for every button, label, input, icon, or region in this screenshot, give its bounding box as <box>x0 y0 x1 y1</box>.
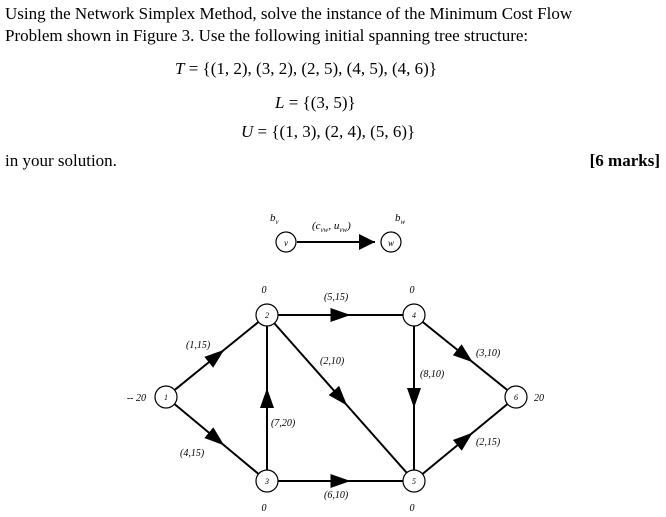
node-1-supply: -- 20 <box>126 393 146 404</box>
equation-lower-set: = {(3, 5)} <box>288 93 356 112</box>
arc-label-4-5: (8,10) <box>420 369 445 380</box>
legend-arc-label: ($c_{vw}$, $u_{vw}$) <box>312 220 351 234</box>
node-4-id: 4 <box>412 311 416 320</box>
arc-label-4-6: (3,10) <box>476 348 501 359</box>
network-arcs <box>174 315 507 481</box>
question-tail: in your solution. <box>5 151 117 170</box>
arc-2-5 <box>274 323 406 473</box>
node-5-supply: 0 <box>409 503 415 514</box>
network-nodes <box>127 285 544 514</box>
legend-node-v-label: v <box>284 238 288 248</box>
arc-1-2 <box>175 322 259 390</box>
equation-tree-set: = {(1, 2), (3, 2), (2, 5), (4, 5), (4, 6)} <box>188 59 437 78</box>
arc-label-5-6: (2,15) <box>476 437 501 448</box>
equation-upper-set: = {(1, 3), (2, 4), (5, 6)} <box>257 122 416 141</box>
node-4-supply: 0 <box>409 285 415 296</box>
legend-bw: $b_w$ <box>395 212 406 226</box>
arc-label-1-2: (1,15) <box>186 340 211 351</box>
arc-label-3-5: (6,10) <box>324 490 349 501</box>
node-1-id: 1 <box>164 393 168 402</box>
node-6-supply: 20 <box>534 393 544 404</box>
marks-label: [6 marks] <box>589 151 660 170</box>
node-2-id: 2 <box>265 311 269 320</box>
equation-upper-symbol: U <box>241 122 254 141</box>
question-line-1: Using the Network Simplex Method, solve the instance of the Minimum Cost Flow <box>5 4 573 23</box>
node-3-supply: 0 <box>261 503 267 514</box>
arc-1-3 <box>174 404 258 474</box>
arc-label-1-3: (4,15) <box>180 448 205 459</box>
equation-tree-symbol: T <box>175 59 185 78</box>
node-3-id: 3 <box>265 477 269 486</box>
node-5-id: 5 <box>412 477 416 486</box>
arc-label-2-4: (5,15) <box>324 292 349 303</box>
equation-lower-symbol: L <box>275 93 285 112</box>
legend-bv: $b_v$ <box>270 212 279 226</box>
arc-label-3-2: (7,20) <box>271 418 296 429</box>
legend <box>270 212 406 252</box>
node-6-id: 6 <box>514 393 518 402</box>
arc-label-2-5: (2,10) <box>320 356 345 367</box>
legend-node-w-label: w <box>387 238 395 248</box>
node-2-supply: 0 <box>261 285 267 296</box>
question-line-2: Problem shown in Figure 3. Use the following initial spanning tree structure: <box>5 26 529 45</box>
